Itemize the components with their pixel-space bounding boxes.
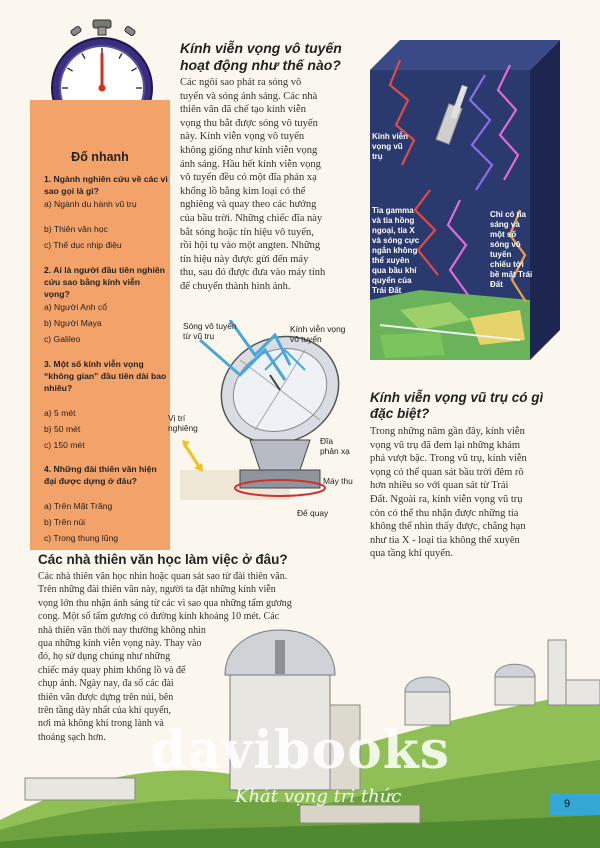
quiz-option: b) 50 mét [44, 424, 81, 434]
blocked-rays-line: thể xuyên [372, 256, 410, 265]
quiz-question-4: 4. Những đài thiên văn hiện đại được dựng ở đâu? [44, 464, 157, 486]
space-body-line: hơn nhiều so với quan sát từ Trái [370, 480, 509, 492]
light-line: sóng vô [490, 240, 521, 249]
light-line: tuyến [490, 250, 512, 259]
observatory-body-line: trên tầng dày nhất của khí quyển, [38, 705, 172, 717]
radio-body-line: Các ngôi sao phát ra sóng vô [180, 77, 302, 88]
label-radio-telescope: Kính viễn vọng vô tuyến [290, 324, 346, 344]
quiz-option: a) Trên Mặt Trăng [44, 501, 113, 511]
radio-body-line: bắt sóng hoặc tín hiệu vô tuyến, [180, 226, 314, 238]
observatory-body-line: chiếc máy quay phim khổng lồ và để [38, 664, 186, 676]
space-body-text [370, 425, 585, 561]
space-body-line: qua tầng khí quyển. [370, 548, 453, 560]
label-tilt-position: Vị trí nghiêng [168, 413, 198, 433]
quiz-option: b) Thiên văn học [44, 224, 108, 234]
space-body-line: Trong những năm gần đây, kính viễn [370, 426, 525, 437]
light-line: Đất [490, 280, 503, 289]
observatory-body-line: đó, họ sử dụng chúng như những [38, 651, 171, 663]
watermark-tagline: Khát vọng tri thức [235, 786, 402, 807]
blocked-rays-line: qua bầu khí [372, 266, 417, 275]
light-line: sáng và [490, 220, 520, 229]
page-number: 9 [550, 793, 600, 815]
space-body-line: như tia X - loại tia không thể xuyên [370, 534, 520, 546]
radio-body-line: rồi hội tụ vào một angten. Những [180, 240, 321, 252]
quiz-option: c) 150 mét [44, 440, 85, 450]
blocked-rays-line: ngoại, tia X [372, 226, 415, 235]
radio-body-line: này. Kính viễn vọng vô tuyến [180, 131, 305, 143]
blocked-rays-line: Trái Đất [372, 286, 402, 295]
observatory-body-line: cong. Một số tấm gương có đường kính khoảng 10 mét. Các [38, 611, 280, 623]
light-line: bề mặt Trái [490, 270, 533, 279]
quiz-option: a) Ngành du hành vũ trụ [44, 199, 137, 209]
observatory-body-line: chụp ảnh. Ngày nay, đa số các đài [38, 678, 174, 690]
quiz-option: a) Người Anh cổ [44, 302, 107, 312]
space-body-line: phá vượt bậc. Trong vũ trụ, kính viễn [370, 453, 527, 465]
quiz-option: b) Người Maya [44, 318, 102, 328]
observatory-body-line: Trên những đài thiên văn này, người ta đặt những kính viễn [38, 584, 276, 596]
blocked-rays-line: ngắn không [372, 246, 418, 255]
radio-body-line: của bầu trời. Những chiếc đĩa này [180, 212, 323, 224]
radio-body-line: ánh sáng. Hầu hết kính viễn vọng [180, 158, 321, 170]
quiz-option: b) Trên núi [44, 517, 86, 527]
radio-body-line: vọng thu bắt được sóng vô tuyến [180, 117, 318, 129]
radio-body-line: để chuyển thành hình ảnh. [180, 280, 291, 292]
radio-body-line: vô tuyến đều có một đĩa phản xạ [180, 172, 317, 184]
blocked-rays-line: Tia gamma [372, 206, 414, 215]
quiz-panel [30, 100, 170, 550]
observatory-body-line: thiên văn được dựng trên núi, bên [38, 691, 174, 703]
radio-heading: Kính viễn vọng vô tuyến hoạt động như thế nào? [180, 40, 342, 73]
quiz-option: c) Thể dục nhịp điệu [44, 240, 122, 250]
quiz-option: a) 5 mét [44, 408, 76, 418]
observatory-body-line: nhà thiên văn thời nay thường không nhìn [38, 624, 206, 636]
blocked-rays-line: và sóng cực [372, 236, 420, 245]
light-line: Chỉ có tia [490, 210, 527, 219]
label-light-reaching-earth [490, 210, 532, 290]
light-line: một số [490, 230, 517, 239]
watermark-brand: davibooks [150, 720, 451, 781]
space-heading: Kính viễn vọng vũ trụ có gì đặc biệt? [370, 390, 544, 421]
quiz-option: c) Galileo [44, 334, 81, 344]
quiz-question-2: 2. Ai là người đầu tiên nghiên cứu sao bằng kính viễn vọng? [44, 265, 165, 299]
quiz-option: c) Trong thung lũng [44, 533, 119, 543]
quiz-question-1: 1. Ngành nghiên cứu về các vì sao gọi là gì? [44, 174, 168, 196]
radio-body-line: khổng lồ bằng kim loại có thể [180, 185, 306, 197]
label-space-telescope: Kính viễn vọng vũ trụ [372, 132, 409, 161]
space-body-line: vọng vũ trụ đã đem lại những khám [370, 439, 521, 451]
space-body-line: không thể nhìn thấy được, chẳng hạn [370, 521, 526, 533]
label-reflector-dish: Đĩa phản xạ [320, 436, 350, 456]
label-turntable: Đế quay [297, 508, 329, 518]
quiz-question-3: 3. Một số kính viễn vọng “không gian” đầu tiên dài bao nhiêu? [44, 359, 167, 393]
blocked-rays-line: và tia hồng [372, 216, 415, 225]
label-radio-waves: Sóng vô tuyến từ vũ trụ [183, 321, 237, 341]
space-body-line: Đất. Ngoài ra, kính viễn vọng vũ trụ [370, 493, 523, 505]
radio-body-text [180, 76, 370, 294]
radio-body-line: tuyến và sóng ánh sáng. Các nhà [180, 90, 318, 102]
label-receiver: Máy thu [323, 476, 353, 486]
light-line: chiếu tới [490, 260, 524, 269]
radio-body-line: tín hiệu này được gửi đến máy [180, 253, 309, 265]
space-body-line: vọng có thể quan sát bầu trời đêm rõ [370, 466, 524, 478]
observatory-body-line: vọng lớn thu nhận ánh sáng từ các vì sao qua những tấm gương [38, 597, 292, 609]
radio-body-line: nghiêng và quay theo các hướng [180, 199, 317, 211]
blocked-rays-line: quyển của [372, 276, 412, 285]
observatory-body-line: qua những kính viễn vọng này. Thay vào [38, 638, 202, 650]
observatory-body-line: thoáng sạch hơn. [38, 731, 106, 743]
space-telescope-illustration [360, 40, 570, 370]
space-body-line: còn có thể thu nhận được những tia [370, 507, 519, 519]
label-blocked-rays [372, 206, 419, 296]
observatory-body-line: nơi mà không khí trong lành và [38, 718, 164, 730]
observatory-body-line: Các nhà thiên văn học nhìn hoặc quan sát sao từ đài thiên văn. [38, 571, 288, 582]
radio-body-line: không giống như kính viễn vọng [180, 144, 318, 156]
radio-body-line: thu, sau đó được đưa vào máy tính [180, 267, 326, 279]
observatory-heading: Các nhà thiên văn học làm việc ở đâu? [38, 552, 288, 567]
radio-body-line: thiên văn đã chế tạo kính viễn [180, 104, 306, 116]
quiz-title: Đố nhanh [71, 150, 129, 164]
